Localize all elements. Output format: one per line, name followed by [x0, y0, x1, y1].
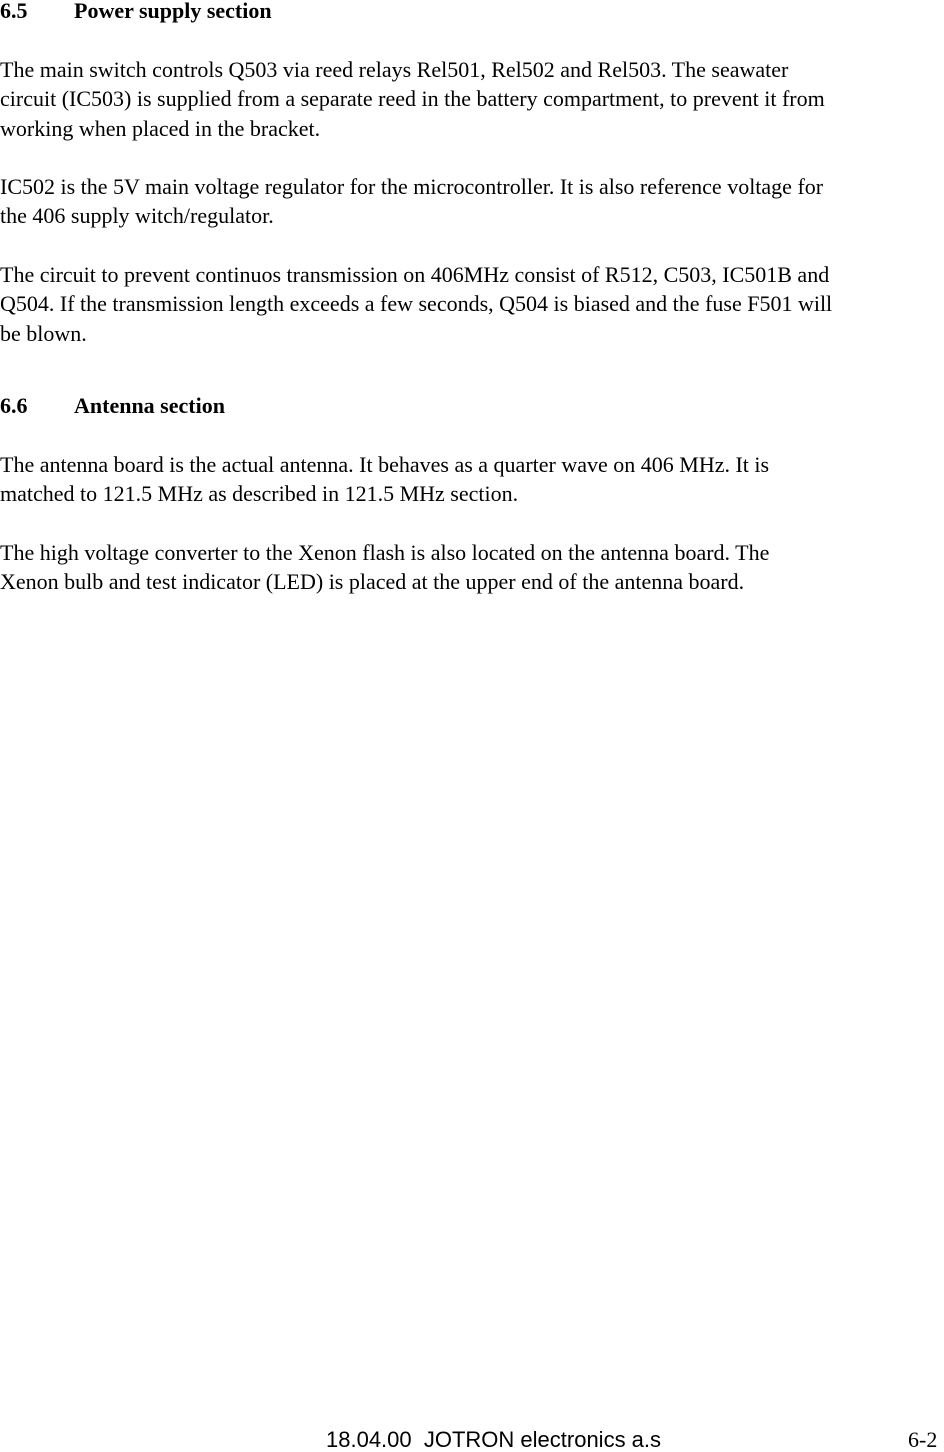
text-line: The main switch controls Q503 via reed relays Rel501, Rel502 and Rel503. The seawater: [0, 57, 789, 82]
text-line: Q504. If the transmission length exceeds a few seconds, Q504 is biased and the fuse F501 will: [0, 291, 833, 317]
paragraph-continuous-transmission: [0, 260, 944, 348]
section-number: 6.6: [0, 393, 28, 418]
text-line: IC502 is the 5V main voltage regulator for the microcontroller. It is also reference voltage for: [0, 174, 824, 199]
section-title: Antenna section: [74, 393, 225, 418]
text-line: be blown.: [0, 320, 87, 346]
paragraph-main-switch: [0, 55, 944, 143]
footer-date-company: 18.04.00 JOTRON electronics a.s: [326, 1427, 662, 1452]
section-title: Power supply section: [74, 0, 272, 23]
text-line: The antenna board is the actual antenna. It behaves as a quarter wave on 406 MHz. It is: [0, 452, 770, 477]
section-heading-antenna: [0, 395, 225, 417]
text-line: matched to 121.5 MHz as described in 121.5 MHz section.: [0, 481, 519, 507]
text-line: circuit (IC503) is supplied from a separate reed in the battery compartment, to prevent it from: [0, 86, 825, 112]
section-heading-power-supply: [0, 0, 272, 22]
paragraph-antenna-board: [0, 450, 944, 509]
paragraph-xenon-flash: [0, 538, 944, 597]
text-line: The circuit to prevent continuos transmission on 406MHz consist of R512, C503, IC501B and: [0, 262, 830, 287]
text-line: working when placed in the bracket.: [0, 115, 321, 141]
footer-page-number: 6-2: [908, 1427, 938, 1452]
paragraph-ic502: [0, 172, 944, 231]
text-line: The high voltage converter to the Xenon flash is also located on the antenna board. The: [0, 540, 770, 565]
text-line: Xenon bulb and test indicator (LED) is placed at the upper end of the antenna board.: [0, 569, 745, 595]
text-line: the 406 supply witch/regulator.: [0, 203, 274, 229]
section-number: 6.5: [0, 0, 28, 23]
